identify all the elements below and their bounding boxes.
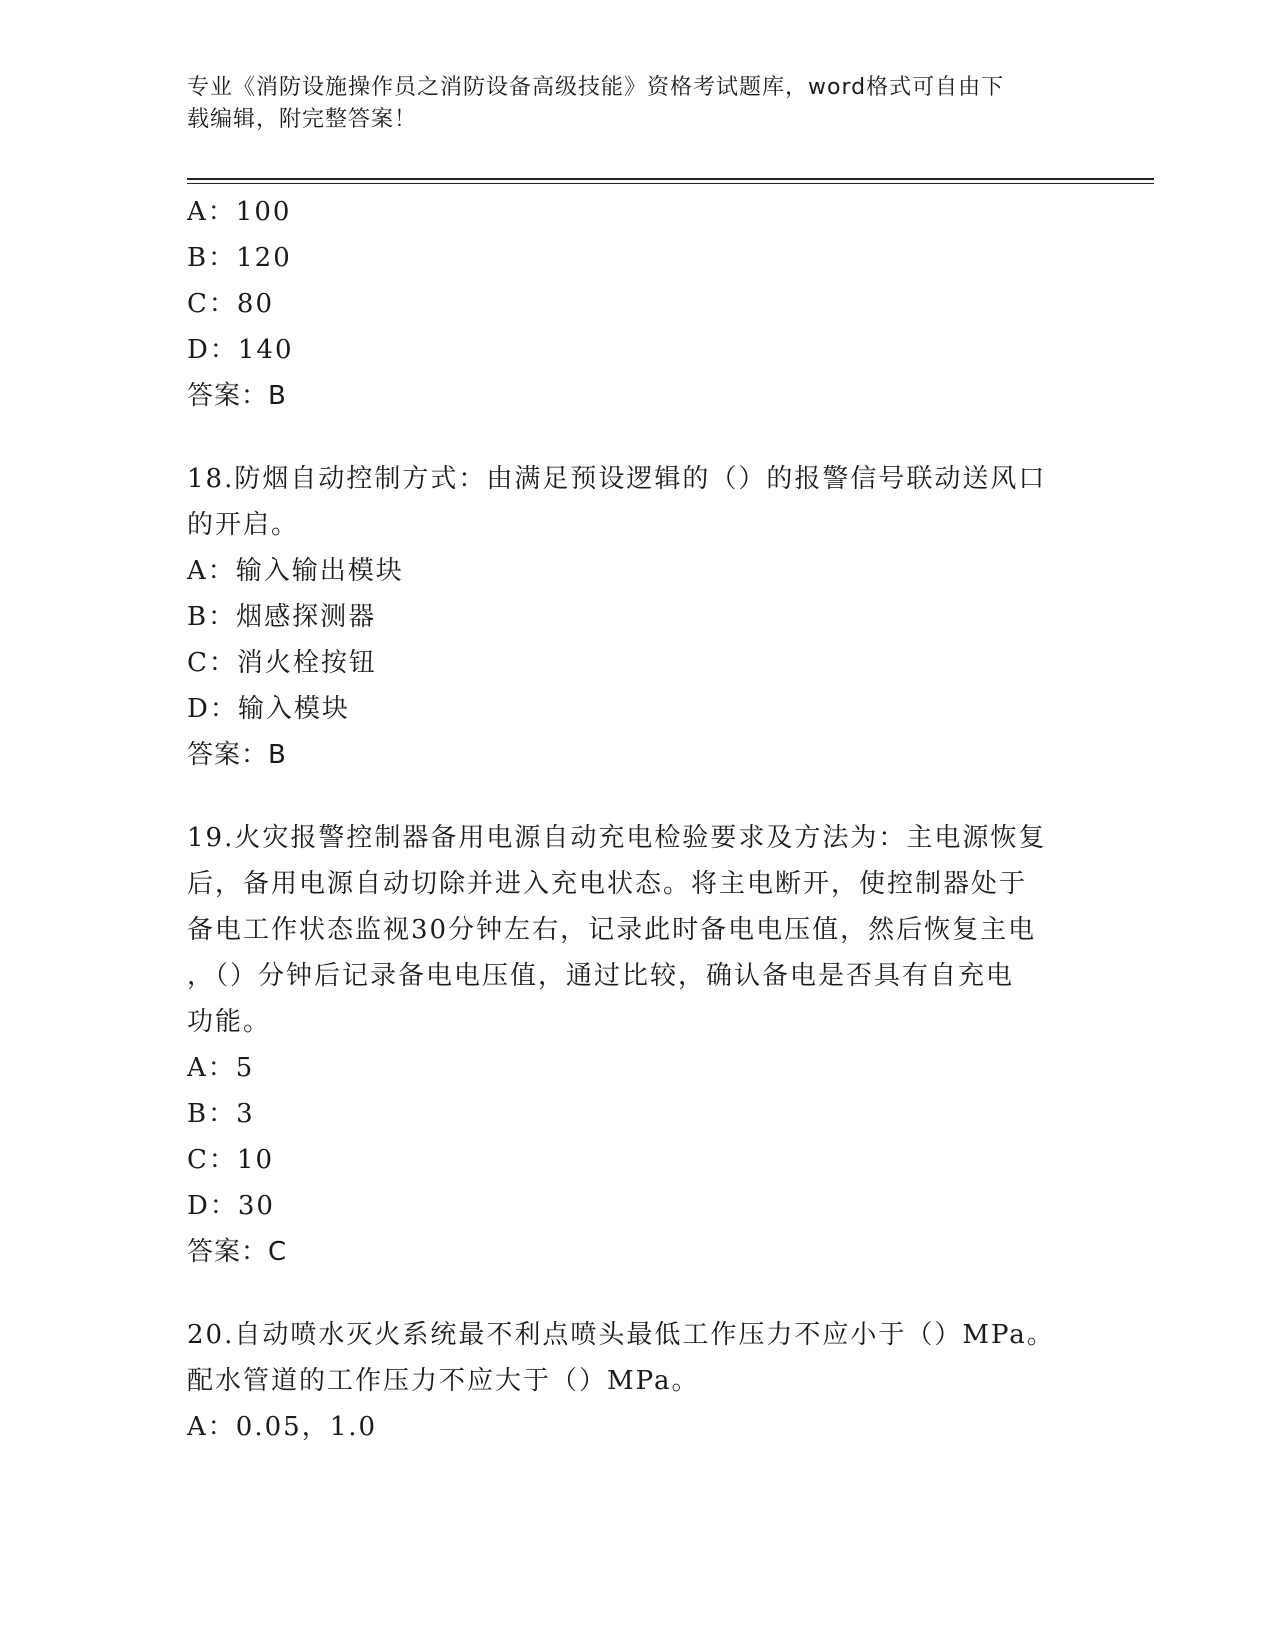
option-d: D ： 140	[187, 327, 1087, 373]
question-text-line: ，（）分钟后记录备电电压值，通过比较，确认备电是否具有自充电	[187, 961, 1015, 991]
question-text-line: 18.防烟自动控制方式：由满足预设逻辑的（）的报警信号联动送风口	[187, 464, 1047, 494]
option-b: B ： 120	[187, 235, 1087, 281]
option-c: C ： 10	[187, 1137, 1087, 1183]
answer-17: 答案：B	[187, 381, 287, 411]
option-c: C ： 消火栓按钮	[187, 640, 1087, 686]
question-text-line: 20.自动喷水灭火系统最不利点喷头最低工作压力不应小于（）MPa。	[187, 1320, 1055, 1350]
question-text-line: 备电工作状态监视30分钟左右，记录此时备电电压值，然后恢复主电	[187, 915, 1037, 945]
option-a: A ： 100	[187, 189, 1087, 235]
question-content	[187, 189, 1087, 1450]
option-a: A ： 5	[187, 1045, 1087, 1091]
question-19-text	[187, 815, 1077, 1045]
question-text-line: 的开启。	[187, 510, 300, 540]
question-19	[187, 815, 1087, 1275]
answer-18: 答案：B	[187, 740, 287, 770]
question-text-line: 配水管道的工作压力不应大于（）MPa。	[187, 1366, 700, 1396]
option-d: D ： 输入模块	[187, 686, 1087, 732]
header-line-1: 专业《消防设施操作员之消防设备高级技能》资格考试题库，word格式可自由下	[187, 75, 1005, 100]
header-rule-thin	[187, 183, 1154, 184]
option-d: D ： 30	[187, 1183, 1087, 1229]
header-line-2: 载编辑，附完整答案！	[187, 107, 418, 132]
option-b: B ： 3	[187, 1091, 1087, 1137]
question-text-line: 后，备用电源自动切除并进入充电状态。将主电断开，使控制器处于	[187, 869, 1028, 899]
header-rule-thick	[187, 178, 1154, 180]
question-18-text	[187, 456, 1077, 548]
answer-19: 答案：C	[187, 1237, 288, 1267]
question-text-line: 功能。	[187, 1007, 272, 1037]
option-c: C ： 80	[187, 281, 1087, 327]
option-a: A ： 0.05，1.0	[187, 1404, 1087, 1450]
option-a: A ： 输入输出模块	[187, 548, 1087, 594]
question-20	[187, 1312, 1087, 1450]
question-text-line: 19.火灾报警控制器备用电源自动充电检验要求及方法为：主电源恢复	[187, 823, 1047, 853]
question-18	[187, 456, 1087, 778]
question-20-text	[187, 1312, 1077, 1404]
option-b: B ： 烟感探测器	[187, 594, 1087, 640]
question-17	[187, 189, 1087, 419]
document-header	[187, 72, 1067, 136]
